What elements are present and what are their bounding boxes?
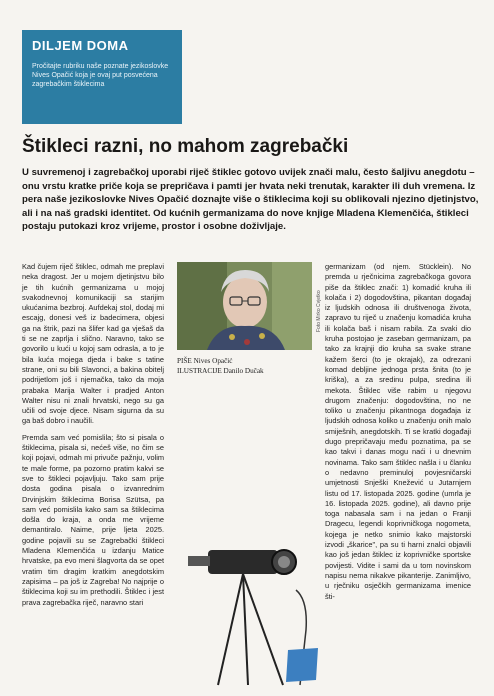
text-column-2: germanizam (od njem. Stücklein). No premda u rječnicima zagrebačkoga govora piše da štiklec znači: 1) komadić kruha ili kolača i 2) dogodovština, pikantan događaj iz ljudskih odnosa ili društvenoga života, zapravo tu riječ u značenju komadića kruha ili kolača baš i nisam rabila. Za svaki dio kruha postojao je zaseban germanizam, pa tako za krajnji dio kruha sa svake strane kažem šerci (to je okrajak), za odrezani komad debljine jednoga prsta šnita (to je kriška), a za sredinu pulpa, sredina ili mekota. Štiklec više rabim u njegovu drugom značenju: dogodovština, no ne toliko u značenju pikantnoga događaja iz ljudskih odnosa koliko u značenju onih malo smiješnih, anegdotskih. Ti se kratki događaji dugo prepričavaju među poznatima, pa se kao takvi i danas mogu naći i u dnevnim novinama. Tako sam štiklec našla i u članku o nedavno preminuloj povjesničarski umjetnosti Snješki Knežević u Jutarnjem listu od 17. listopada 2025. godine (umrla je 16. listopada 2025. godine), ali davno prije toga nabasala sam i na jedan o Franji Dragecu, legendi koprivničkoga nogometa, kojega je netko snimio kako majstorski izvodi „škarice", pa su ti harni znalci objavili kao još jedan štiklec iz koprivničke sportske povijesti. Vidite i sami da u tom novinskom napisu nema nikakve pikanterije. Zanimljivo, u rječniku osječkih germanizama imenice šti- — [325, 262, 471, 601]
section-header-box — [22, 30, 182, 124]
author-portrait-image — [177, 262, 312, 350]
text-column-1 — [22, 262, 164, 614]
camera-tripod-illustration — [188, 530, 323, 690]
author-line: PIŠE Nives Opačić — [177, 357, 233, 365]
article-headline: Štikleci razni, no mahom zagrebački — [22, 136, 349, 157]
illustrator-line: ILUSTRACIJE Danilo Dučak — [177, 367, 264, 375]
section-intro-text: Pročitajte rubriku naše poznate jezikoslovke Nives Opačić koja je ovaj put posvećena zagrebačkim štiklecima — [32, 63, 169, 88]
paragraph: Kad čujem riječ štiklec, odmah me preplavi neka dragost. Jer u mojem djetinjstvu bilo je tih kućnih germanizama u mojoj svakodnevnoj komunikaciji sa starijim ukućanima bezbroj. Aufdekaj stol, dodaj mi escajg, donesi veš iz badecimera, objesi ga na štrik, pazi na šlifer kad ga vješaš da ti se ne zaprlja i slično. Naravno, tako se govorilo u kući u kojoj sam odrasla, a to je bila kuća mojega djeda i bake s tatine strane, oni su bili Slavonci, a bakina obitelj podrijetlom još i njemačka, tako da moja prabaka Marija Walter i pradjed Anton Walter nisu ni znali hrvatski, nego su ga učili od svoje djece. Nisam sigurna da su ga baš dobro i naučili. — [22, 262, 164, 426]
section-title: DILJEM DOMA — [32, 38, 129, 53]
article-lead: U suvremenoj i zagrebačkoj uporabi riječ štiklec gotovo uvijek znači malu, često šaljivu anegdotu – onu vrstu kratke priče koja se prepričava i pamti jer hvata neki trenutak, karakter ili duh vremena. Iz pera naše jezikoslovke Nives Opačić doznajte više o štiklecima koji su oblikovali njezino djetinjstvo, ali i na naš gradski identitet. Od kućnih germanizama do nove knjige Mladena Klemenčića, štikleci postaju putokazi kroz vrijeme, prostor i osobne doživljaje. — [22, 167, 479, 232]
byline — [177, 356, 317, 376]
author-photo — [177, 262, 312, 350]
paragraph: Premda sam već pomislila; što si pisala o štiklecima, pisala si, nećeš više, no čim se koji pojavi, odmah mi privuče pažnju, volim te male forme, pa pozorno pratim kakvi se sve to štikleci pojavljuju. Tako sam prije dosta godina pisala o izvanrednim Drvinjskim štiklecima Borisa Szütsa, pa sam već pomislila kako sam sa štiklecima došla do kraja, a onda me vrijeme demantiralo. Naime, prije ljeta 2025. godine pojavili su se Zagrebački štikleci Mladena Klemenčića u izdanju Matice hrvatske, pa evo meni šlagvorta da se opet vratim tim dragim kratkim anegdotskim zapisima – pa još iz Zagreba! No najprije o štiklecima koji su im prethodili. Štiklec i jest prava zagrebačka riječ, naravno stari — [22, 432, 164, 607]
photo-credit: Foto Mirko Cvjetko — [316, 290, 322, 332]
